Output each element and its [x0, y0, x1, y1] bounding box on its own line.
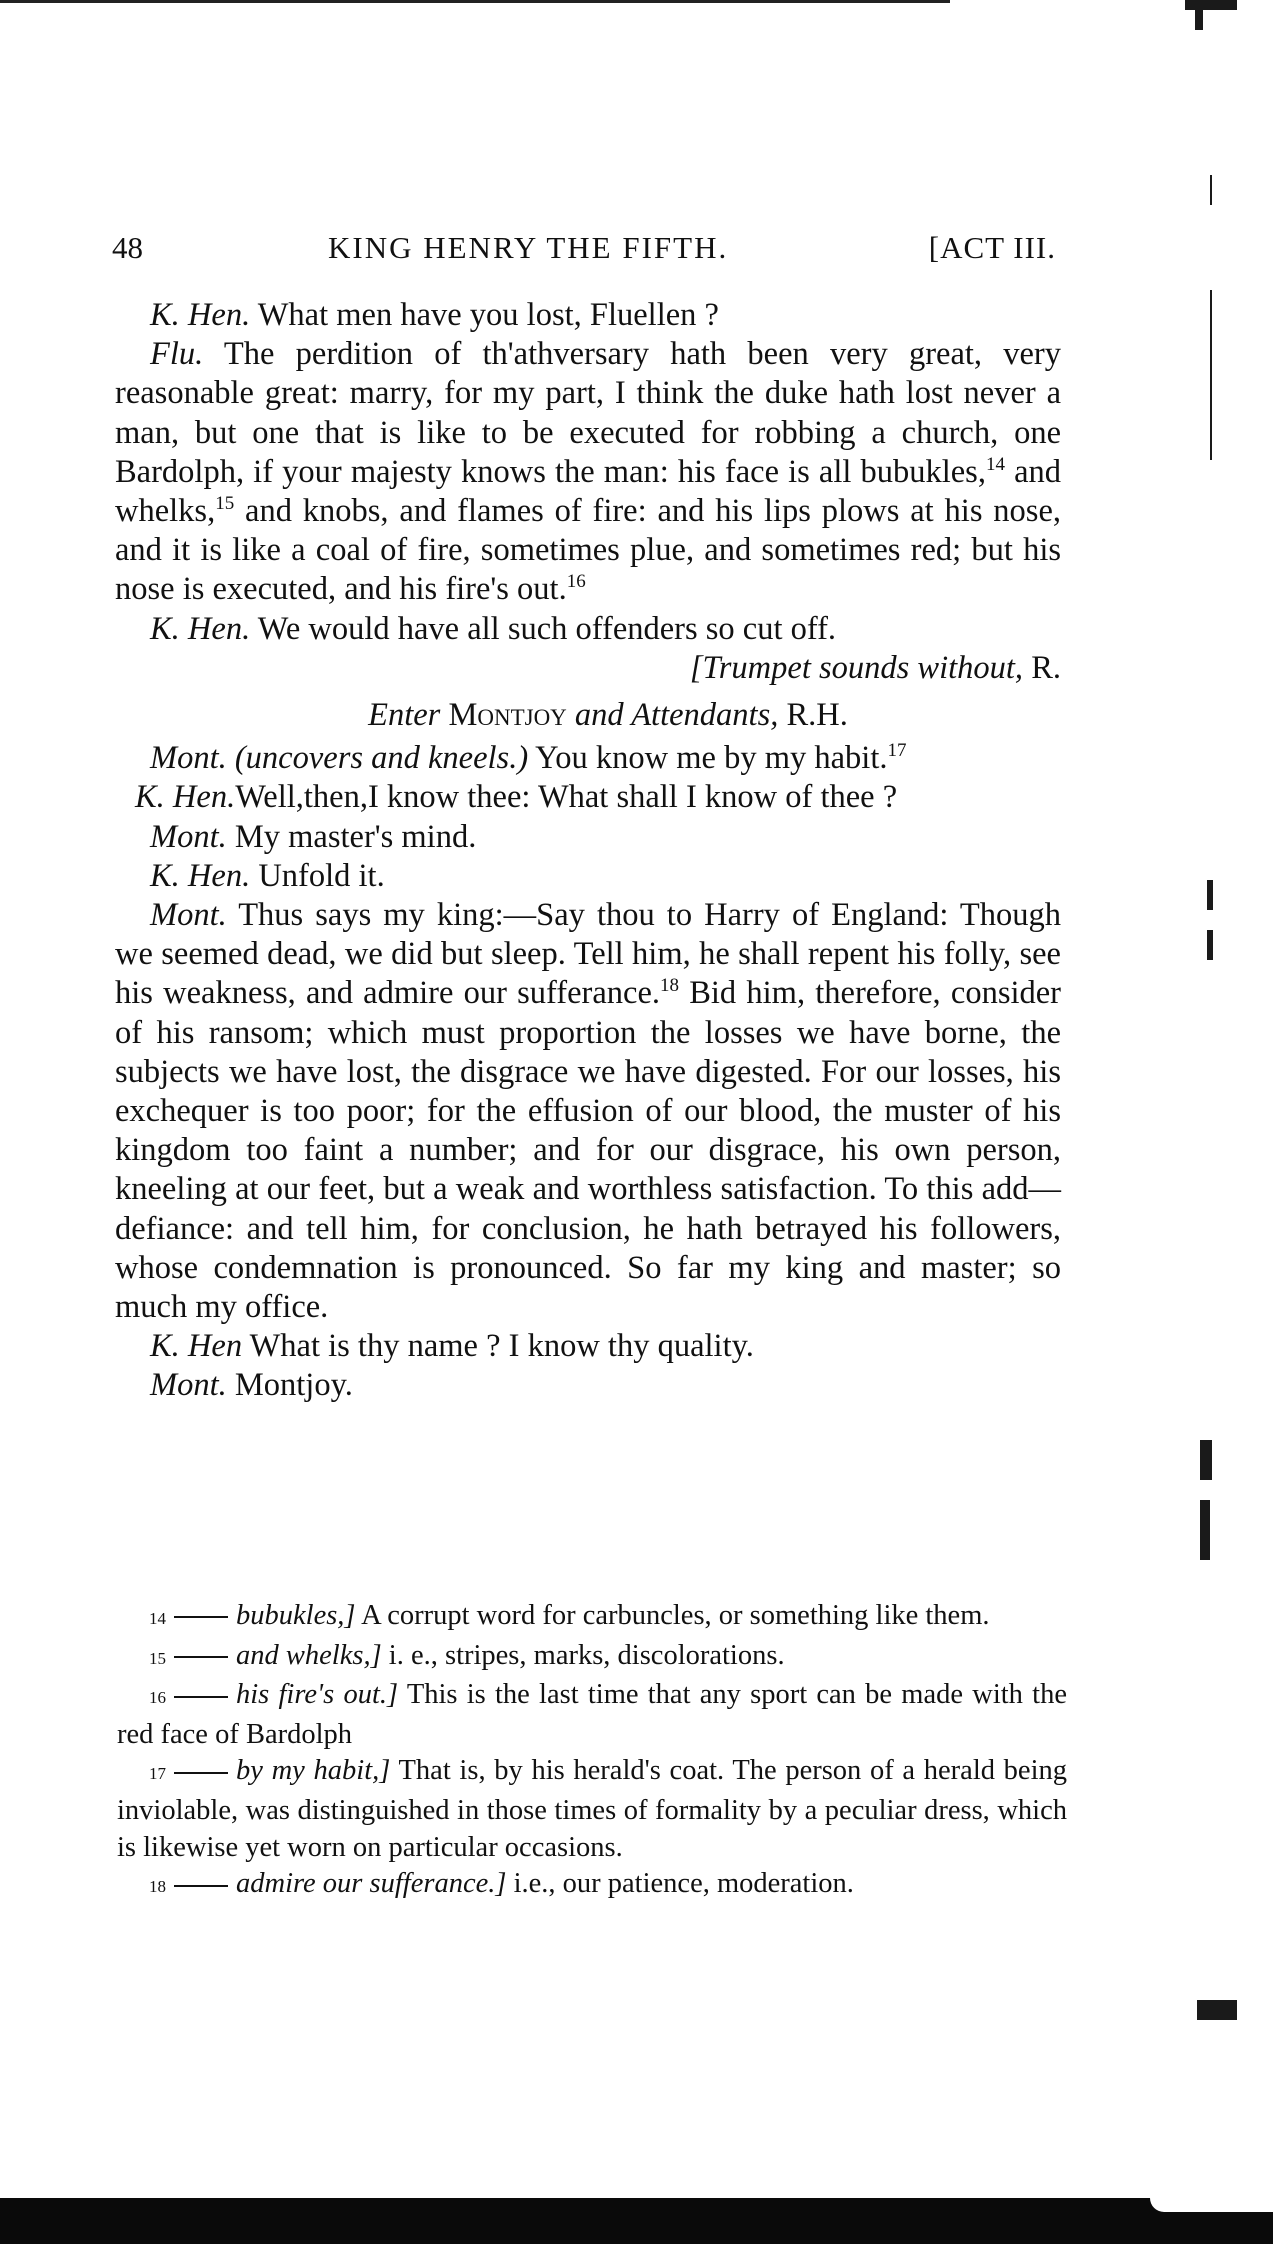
speech-text: Well,then,I know thee: What shall I know of thee ? [235, 779, 898, 816]
footnote-ref: 16 [566, 571, 586, 593]
scan-margin-marks [1185, 0, 1273, 2100]
speech-line [115, 610, 1061, 649]
footnote-term: bubukles,] [236, 1600, 356, 1631]
footnote-dash [174, 1696, 228, 1698]
speech-text: and knobs, and flames of fire: and his lips plows at his nose, and it is like a coal of fire, sometimes plue, and sometimes red; but his nose is executed, and his fire's out. [115, 493, 1061, 608]
footnote [117, 1677, 1067, 1753]
speech-line [115, 778, 1061, 817]
speech-line [115, 818, 1061, 857]
footnote-text: That is, by his herald's coat. The person of a herald being inviolable, was distinguished in those times of formality by a peculiar dress, which is likewise yet worn on particular occasions. [117, 1755, 1067, 1863]
speech-line [115, 857, 1061, 896]
footnote-text: i. e., stripes, marks, discolorations. [381, 1639, 785, 1671]
speech-text: The perdition of th'athversary hath been very great, very reasonable great: marry, for my part, I think the duke hath lost never a man, but one that is like to be executed for robbing a church, one Bardolph, if your majesty knows the man: his face is all bubukles, [115, 336, 1061, 490]
running-header [112, 230, 1062, 270]
footnote-term: admire our sufferance.] [236, 1868, 507, 1900]
footnote-dash [174, 1656, 228, 1658]
entrance-direction: Enter Montjoy and Attendants, R.H. [368, 697, 848, 734]
speaker-name: Flu. [150, 336, 204, 373]
speaker-name: K. Hen [150, 1328, 243, 1365]
footnote-ref: 17 [887, 740, 907, 762]
stage-direction: [Trumpet sounds without, R. [689, 649, 1061, 686]
speaker-name: Mont. [150, 897, 227, 934]
footnote-number: 16 [149, 1688, 166, 1708]
footnotes [117, 1598, 1067, 1906]
footnote-number: 17 [149, 1764, 166, 1784]
stage-direction: (uncovers and kneels.) [226, 740, 529, 777]
speech-line [115, 1327, 1061, 1366]
footnote-number: 15 [149, 1648, 166, 1668]
footnote [117, 1866, 1067, 1906]
speaker-name: Mont. [150, 818, 227, 855]
speaker-name: Mont. [150, 740, 227, 777]
footnote-number: 18 [149, 1877, 166, 1897]
footnote-dash [174, 1885, 228, 1887]
footnote-text: This is the last time that any sport can be made with the red face of Bardolph [117, 1679, 1067, 1750]
speech-text: We would have all such offenders so cut off. [250, 610, 837, 647]
play-text [115, 296, 1061, 1406]
footnote-number: 14 [149, 1609, 166, 1628]
footnote-term: by my habit,] [236, 1755, 391, 1787]
speaker-name: K. Hen. [150, 297, 251, 333]
speaker-name: Mont. [150, 1367, 227, 1404]
footnote [117, 1598, 1067, 1638]
speaker-name: K. Hen. [150, 610, 251, 647]
scan-top-rule [0, 0, 950, 3]
footnote-term: and whelks,] [236, 1639, 382, 1671]
speech-text: You know me by my habit. [528, 740, 888, 777]
speech-line [115, 296, 1061, 335]
footnote-ref: 15 [215, 493, 235, 515]
speech-text: and whelks, [115, 453, 1061, 530]
footnote-ref: 14 [985, 453, 1005, 475]
scan-bottom-edge [0, 2198, 1273, 2244]
speech-line [115, 1366, 1061, 1405]
speech-text: Unfold it. [250, 857, 385, 894]
footnote [117, 1638, 1067, 1678]
speaker-name: K. Hen. [135, 779, 236, 816]
footnote-term: his fire's out.] [236, 1679, 399, 1711]
running-title: KING HENRY THE FIFTH. [328, 230, 729, 265]
speaker-name: K. Hen. [150, 857, 251, 894]
speech-text: What men have you lost, Fluellen ? [250, 297, 719, 333]
footnote-ref: 18 [660, 975, 679, 997]
speech-line [115, 335, 1061, 609]
footnote [117, 1753, 1067, 1866]
speech-text: Bid him, therefore, consider of his ransom; which must proportion the losses we have borne, the subjects we have lost, the disgrace we have digested. For our losses, his exchequer is too poor; for the effusion of our blood, the muster of his kingdom too faint a number; and for our disgrace, his own person, kneeling at our feet, but a weak and worthless satisfaction. To this add—defiance: and tell him, for conclusion, he hath betrayed his followers, whose condemnation is pronounced. So far my king and master; so much my office. [115, 975, 1061, 1326]
speech-text: My master's mind. [226, 818, 477, 855]
footnote-dash [174, 1772, 228, 1774]
footnote-text: i.e., our patience, moderation. [506, 1868, 854, 1900]
footnote-text: A corrupt word for carbuncles, or something like them. [355, 1600, 990, 1631]
footnote-dash [174, 1616, 228, 1618]
act-marker: [ACT III. [928, 230, 1056, 265]
speech-line [115, 896, 1061, 1327]
speech-text: What is thy name ? I know thy quality. [242, 1328, 754, 1365]
speech-line [115, 739, 1061, 778]
speech-text: Montjoy. [226, 1367, 353, 1404]
speech-text: Thus says my king:—Say thou to Harry of England: Though we seemed dead, we did but sleep. Tell him, he shall repent his folly, see his weakness, and admire our sufferance. [115, 897, 1061, 1012]
page-number: 48 [112, 230, 143, 265]
